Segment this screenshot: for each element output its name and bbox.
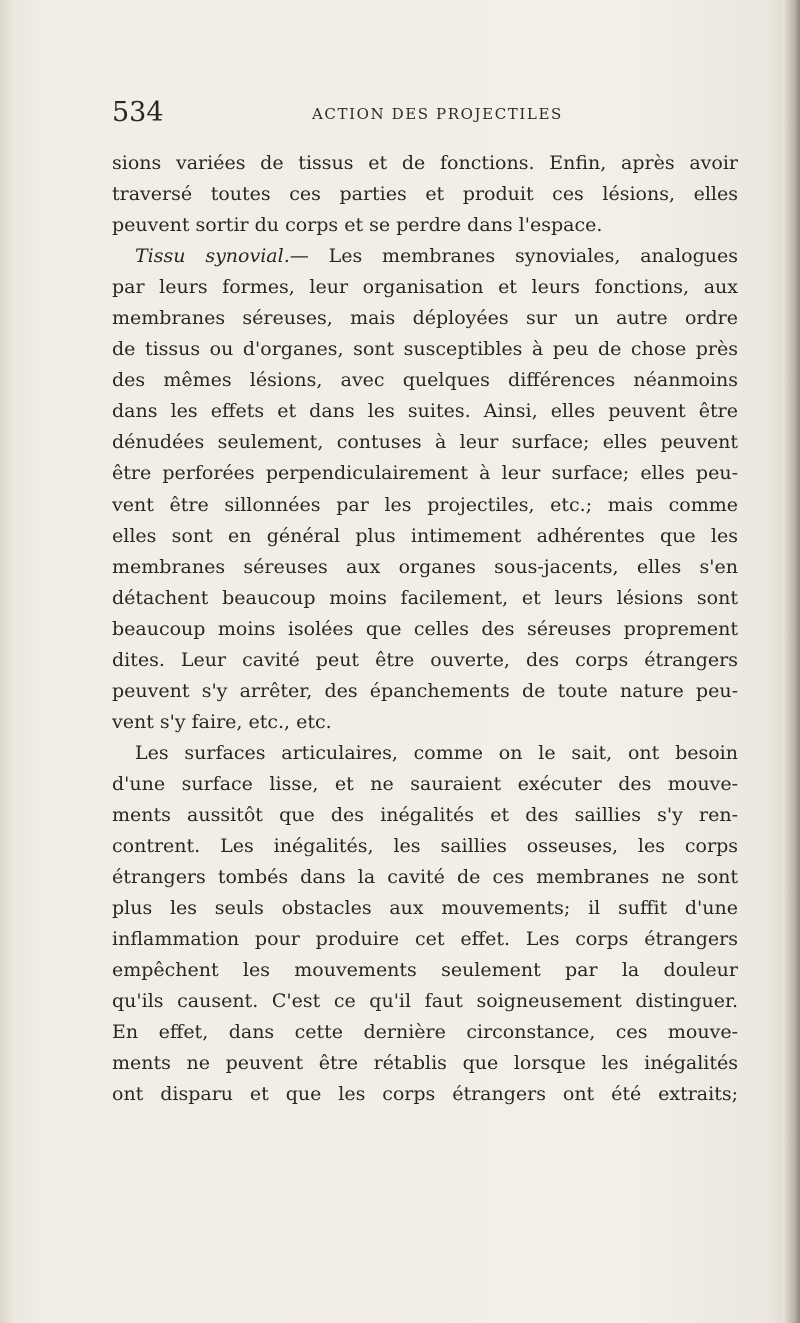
text-line: dénudées seulement, contuses à leur surface; elles peuvent (112, 431, 738, 454)
text-line: sions variées de tissus et de fonctions. Enfin, après avoir (112, 152, 738, 174)
text-line: elles sont en général plus intimement adhérentes que les (112, 524, 738, 547)
section-heading: Tissu synovial. (135, 245, 290, 268)
running-head: ACTION DES PROJECTILES (312, 105, 563, 123)
text-line: de tissus ou d'organes, sont susceptibles à peu de chose près (112, 338, 738, 361)
page-number: 534 (112, 97, 164, 128)
text-line: dans les effets et dans les suites. Ainsi, elles peuvent être (112, 400, 738, 423)
text-line: beaucoup moins isolées que celles des séreuses proprement (112, 617, 738, 640)
text-line: contrent. Les inégalités, les saillies osseuses, les corps (112, 835, 738, 858)
text-line: Les surfaces articulaires, comme on le sait, ont besoin (135, 741, 738, 764)
page-header (112, 96, 752, 130)
text-line: dites. Leur cavité peut être ouverte, des corps étrangers (112, 648, 738, 671)
text-line: ments aussitôt que des inégalités et des saillies s'y ren- (112, 803, 738, 826)
section-text: — Les membranes synoviales, analogues (289, 245, 738, 268)
text-line: vent s'y faire, etc., etc. (112, 710, 332, 733)
text-line: ments ne peuvent être rétablis que lorsque les inégalités (112, 1052, 738, 1075)
body-text (112, 148, 738, 1110)
text-line: peuvent s'y arrêter, des épanchements de toute nature peu- (112, 679, 738, 702)
text-line: peuvent sortir du corps et se perdre dans l'espace. (112, 214, 603, 237)
page-edge-shadow (782, 0, 800, 1323)
text-line: être perforées perpendiculairement à leur surface; elles peu- (112, 462, 738, 485)
text-line: d'une surface lisse, et ne sauraient exécuter des mouve- (112, 772, 738, 795)
text-line: ont disparu et que les corps étrangers ont été extraits; (112, 1083, 738, 1106)
text-line (112, 241, 738, 272)
text-line: vent être sillonnées par les projectiles, etc.; mais comme (112, 493, 738, 516)
text-line: traversé toutes ces parties et produit ces lésions, elles (112, 183, 738, 206)
text-line: empêchent les mouvements seulement par la douleur (112, 959, 738, 982)
text-line: membranes séreuses aux organes sous-jacents, elles s'en (112, 555, 738, 578)
text-line: étrangers tombés dans la cavité de ces membranes ne sont (112, 866, 738, 889)
text-line: membranes séreuses, mais déployées sur un autre ordre (112, 307, 738, 330)
text-line: détachent beaucoup moins facilement, et leurs lésions sont (112, 586, 738, 609)
text-line: En effet, dans cette dernière circonstance, ces mouve- (112, 1021, 738, 1044)
text-line: inflammation pour produire cet effet. Les corps étrangers (112, 928, 738, 951)
text-line: par leurs formes, leur organisation et leurs fonctions, aux (112, 276, 738, 299)
text-line: qu'ils causent. C'est ce qu'il faut soigneusement distinguer. (112, 990, 738, 1013)
page-gutter-shadow (0, 0, 14, 1323)
text-line: plus les seuls obstacles aux mouvements; il suffit d'une (112, 897, 738, 920)
text-line: des mêmes lésions, avec quelques différences néanmoins (112, 369, 738, 392)
